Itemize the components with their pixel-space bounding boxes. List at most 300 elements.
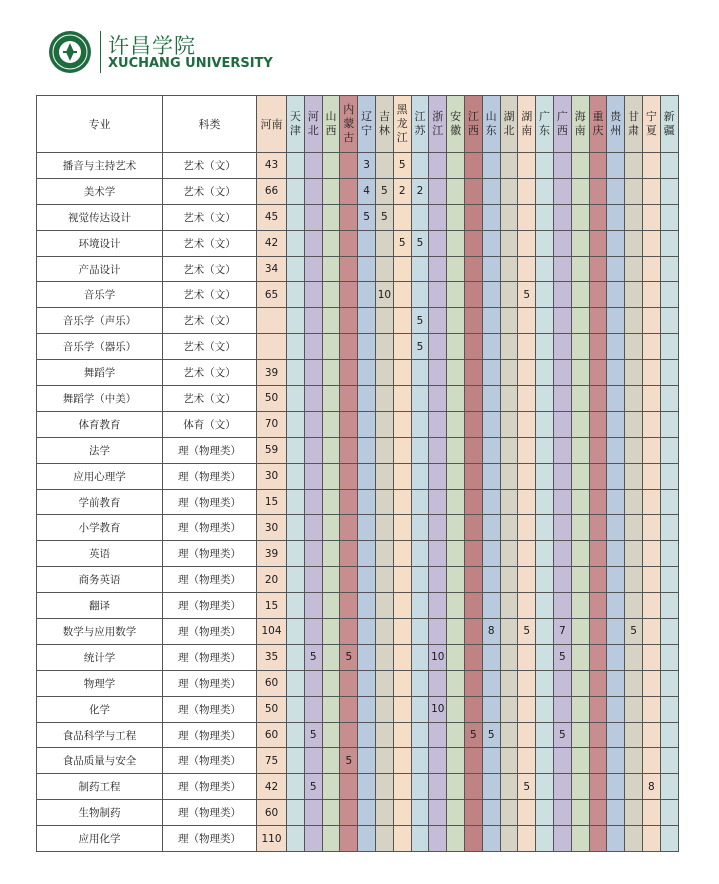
- quota-cell: [322, 800, 340, 826]
- quota-cell: [429, 437, 447, 463]
- quota-cell: [322, 748, 340, 774]
- quota-cell: [607, 463, 625, 489]
- table-row: [37, 360, 679, 386]
- quota-cell: [571, 334, 589, 360]
- quota-cell: [571, 644, 589, 670]
- table-row: [37, 670, 679, 696]
- quota-cell: [358, 256, 376, 282]
- quota-cell: [304, 437, 322, 463]
- quota-cell: [589, 360, 607, 386]
- quota-cell: [375, 774, 393, 800]
- quota-cell: [393, 437, 411, 463]
- quota-cell: [571, 489, 589, 515]
- quota-cell: [536, 670, 554, 696]
- quota-cell: [607, 696, 625, 722]
- quota-cell: [589, 178, 607, 204]
- quota-cell: [536, 826, 554, 852]
- quota-cell: [304, 178, 322, 204]
- quota-cell: [375, 644, 393, 670]
- major-cell: 统计学: [37, 644, 163, 670]
- quota-cell: [642, 230, 660, 256]
- quota-cell: 110: [257, 826, 287, 852]
- quota-cell: [660, 334, 678, 360]
- quota-cell: [340, 619, 358, 645]
- quota-cell: [393, 800, 411, 826]
- quota-cell: [393, 567, 411, 593]
- quota-cell: [287, 696, 305, 722]
- quota-cell: [429, 411, 447, 437]
- quota-cell: 5: [411, 308, 429, 334]
- quota-cell: [287, 800, 305, 826]
- quota-cell: [464, 437, 482, 463]
- quota-cell: [482, 489, 500, 515]
- category-cell: 理（物理类）: [163, 489, 257, 515]
- quota-cell: [287, 230, 305, 256]
- quota-cell: [393, 489, 411, 515]
- header-major: 专业: [37, 96, 163, 153]
- quota-cell: [482, 567, 500, 593]
- quota-cell: [340, 437, 358, 463]
- quota-cell: [589, 696, 607, 722]
- quota-cell: 39: [257, 541, 287, 567]
- quota-cell: [571, 411, 589, 437]
- quota-cell: [340, 204, 358, 230]
- category-cell: 理（物理类）: [163, 826, 257, 852]
- quota-cell: [287, 567, 305, 593]
- quota-cell: [375, 256, 393, 282]
- quota-cell: [607, 748, 625, 774]
- quota-cell: [304, 256, 322, 282]
- quota-cell: [660, 437, 678, 463]
- quota-cell: [500, 230, 518, 256]
- quota-cell: [304, 515, 322, 541]
- quota-cell: 5: [518, 774, 536, 800]
- quota-cell: [660, 515, 678, 541]
- quota-cell: [464, 774, 482, 800]
- quota-cell: [411, 282, 429, 308]
- quota-cell: [358, 437, 376, 463]
- quota-cell: [358, 619, 376, 645]
- quota-cell: 10: [429, 696, 447, 722]
- quota-cell: [411, 593, 429, 619]
- quota-cell: [358, 593, 376, 619]
- quota-cell: [429, 567, 447, 593]
- quota-cell: [607, 178, 625, 204]
- table-row: [37, 800, 679, 826]
- quota-cell: 60: [257, 722, 287, 748]
- quota-cell: [625, 204, 643, 230]
- quota-cell: [553, 696, 571, 722]
- quota-cell: [500, 722, 518, 748]
- quota-cell: [500, 800, 518, 826]
- quota-cell: [625, 360, 643, 386]
- quota-cell: [429, 386, 447, 412]
- quota-cell: [304, 619, 322, 645]
- quota-cell: [393, 644, 411, 670]
- quota-cell: [322, 437, 340, 463]
- header-province: 辽宁: [358, 96, 376, 153]
- quota-cell: [358, 670, 376, 696]
- quota-cell: [464, 256, 482, 282]
- quota-cell: [447, 644, 465, 670]
- quota-cell: [625, 153, 643, 179]
- table-row: [37, 722, 679, 748]
- quota-cell: [429, 230, 447, 256]
- quota-cell: [607, 826, 625, 852]
- quota-cell: [429, 619, 447, 645]
- quota-cell: [625, 411, 643, 437]
- header-province: 山东: [482, 96, 500, 153]
- quota-cell: [393, 774, 411, 800]
- quota-cell: [447, 230, 465, 256]
- major-cell: 应用化学: [37, 826, 163, 852]
- quota-cell: [375, 308, 393, 334]
- quota-cell: [589, 748, 607, 774]
- quota-cell: [375, 748, 393, 774]
- quota-cell: [340, 696, 358, 722]
- quota-cell: [571, 515, 589, 541]
- quota-cell: [536, 696, 554, 722]
- quota-cell: [393, 308, 411, 334]
- quota-cell: [660, 463, 678, 489]
- table-row: [37, 489, 679, 515]
- quota-cell: [607, 541, 625, 567]
- major-cell: 视觉传达设计: [37, 204, 163, 230]
- quota-cell: [500, 567, 518, 593]
- table-row: [37, 567, 679, 593]
- quota-cell: [589, 593, 607, 619]
- quota-cell: [411, 722, 429, 748]
- quota-cell: [322, 567, 340, 593]
- quota-cell: [500, 748, 518, 774]
- major-cell: 小学教育: [37, 515, 163, 541]
- quota-cell: 5: [464, 722, 482, 748]
- quota-cell: [358, 386, 376, 412]
- quota-cell: [625, 670, 643, 696]
- quota-cell: [393, 722, 411, 748]
- quota-cell: [625, 308, 643, 334]
- quota-cell: [589, 800, 607, 826]
- quota-cell: [358, 800, 376, 826]
- quota-cell: [482, 308, 500, 334]
- table-row: [37, 386, 679, 412]
- quota-cell: [358, 360, 376, 386]
- quota-cell: [304, 489, 322, 515]
- quota-cell: [553, 774, 571, 800]
- quota-cell: [429, 178, 447, 204]
- major-cell: 播音与主持艺术: [37, 153, 163, 179]
- quota-cell: [429, 515, 447, 541]
- table-row: [37, 774, 679, 800]
- major-cell: 学前教育: [37, 489, 163, 515]
- quota-cell: [625, 800, 643, 826]
- quota-cell: [447, 204, 465, 230]
- quota-cell: [464, 567, 482, 593]
- category-cell: 理（物理类）: [163, 437, 257, 463]
- quota-cell: [411, 826, 429, 852]
- quota-cell: [536, 722, 554, 748]
- quota-cell: [500, 334, 518, 360]
- quota-cell: [304, 230, 322, 256]
- quota-cell: [518, 386, 536, 412]
- quota-cell: [393, 386, 411, 412]
- quota-cell: [500, 774, 518, 800]
- quota-cell: [625, 178, 643, 204]
- quota-cell: [464, 360, 482, 386]
- quota-cell: [375, 593, 393, 619]
- quota-cell: [536, 437, 554, 463]
- major-cell: 英语: [37, 541, 163, 567]
- quota-cell: [625, 386, 643, 412]
- quota-cell: 42: [257, 230, 287, 256]
- quota-cell: [375, 722, 393, 748]
- table-row: [37, 230, 679, 256]
- quota-cell: 8: [482, 619, 500, 645]
- quota-cell: [429, 541, 447, 567]
- quota-cell: [340, 774, 358, 800]
- quota-cell: [589, 489, 607, 515]
- quota-cell: [429, 826, 447, 852]
- quota-cell: [464, 826, 482, 852]
- quota-cell: [464, 204, 482, 230]
- quota-cell: [464, 308, 482, 334]
- major-cell: 物理学: [37, 670, 163, 696]
- quota-cell: [322, 153, 340, 179]
- quota-cell: [340, 489, 358, 515]
- quota-cell: [571, 463, 589, 489]
- quota-cell: [536, 593, 554, 619]
- category-cell: 理（物理类）: [163, 515, 257, 541]
- quota-cell: [536, 256, 554, 282]
- quota-cell: [607, 670, 625, 696]
- quota-cell: [500, 437, 518, 463]
- quota-cell: [625, 748, 643, 774]
- quota-cell: [464, 411, 482, 437]
- category-cell: 理（物理类）: [163, 593, 257, 619]
- quota-cell: [536, 386, 554, 412]
- quota-cell: 5: [553, 644, 571, 670]
- quota-cell: [304, 334, 322, 360]
- quota-cell: [553, 593, 571, 619]
- quota-cell: [304, 800, 322, 826]
- quota-cell: [625, 644, 643, 670]
- quota-cell: [571, 256, 589, 282]
- quota-cell: [411, 153, 429, 179]
- quota-cell: 70: [257, 411, 287, 437]
- quota-cell: [660, 178, 678, 204]
- quota-cell: [304, 204, 322, 230]
- table-row: [37, 515, 679, 541]
- table-row: [37, 256, 679, 282]
- quota-cell: [500, 541, 518, 567]
- quota-cell: [500, 515, 518, 541]
- quota-cell: [429, 774, 447, 800]
- quota-cell: [642, 670, 660, 696]
- quota-cell: [607, 619, 625, 645]
- quota-cell: [340, 463, 358, 489]
- quota-cell: [447, 153, 465, 179]
- quota-cell: [393, 256, 411, 282]
- quota-cell: [287, 153, 305, 179]
- quota-cell: 2: [411, 178, 429, 204]
- category-cell: 艺术（文）: [163, 178, 257, 204]
- quota-cell: [589, 567, 607, 593]
- quota-cell: [500, 153, 518, 179]
- quota-cell: [607, 593, 625, 619]
- quota-cell: 5: [625, 619, 643, 645]
- quota-cell: [642, 308, 660, 334]
- quota-cell: [553, 567, 571, 593]
- quota-cell: [536, 230, 554, 256]
- quota-cell: [518, 308, 536, 334]
- quota-cell: [642, 360, 660, 386]
- quota-cell: 5: [340, 644, 358, 670]
- category-cell: 理（物理类）: [163, 541, 257, 567]
- header-province: 湖南: [518, 96, 536, 153]
- quota-cell: [447, 178, 465, 204]
- major-cell: 音乐学: [37, 282, 163, 308]
- quota-cell: [287, 334, 305, 360]
- quota-cell: [660, 722, 678, 748]
- quota-cell: [358, 722, 376, 748]
- quota-cell: [589, 774, 607, 800]
- quota-cell: [375, 567, 393, 593]
- quota-cell: [358, 696, 376, 722]
- major-cell: 舞蹈学: [37, 360, 163, 386]
- quota-cell: [518, 644, 536, 670]
- quota-cell: [375, 386, 393, 412]
- quota-cell: [518, 153, 536, 179]
- quota-cell: [500, 178, 518, 204]
- quota-cell: [447, 826, 465, 852]
- category-cell: 艺术（文）: [163, 204, 257, 230]
- quota-cell: [607, 644, 625, 670]
- quota-cell: [287, 670, 305, 696]
- table-row: [37, 696, 679, 722]
- table-row: [37, 204, 679, 230]
- quota-cell: [429, 282, 447, 308]
- quota-cell: [589, 541, 607, 567]
- quota-cell: [642, 153, 660, 179]
- quota-cell: [536, 800, 554, 826]
- quota-cell: [536, 282, 554, 308]
- category-cell: 理（物理类）: [163, 748, 257, 774]
- quota-cell: [447, 489, 465, 515]
- quota-cell: [589, 334, 607, 360]
- quota-cell: [625, 334, 643, 360]
- quota-cell: 20: [257, 567, 287, 593]
- quota-cell: 8: [642, 774, 660, 800]
- quota-cell: [447, 334, 465, 360]
- quota-cell: [518, 256, 536, 282]
- header-province: 湖北: [500, 96, 518, 153]
- quota-cell: 5: [393, 153, 411, 179]
- quota-cell: [642, 619, 660, 645]
- table-row: [37, 619, 679, 645]
- quota-cell: [553, 670, 571, 696]
- quota-cell: [536, 178, 554, 204]
- quota-cell: [553, 282, 571, 308]
- quota-cell: [500, 411, 518, 437]
- quota-cell: [536, 463, 554, 489]
- quota-cell: [589, 386, 607, 412]
- quota-cell: [571, 437, 589, 463]
- header-province: 重庆: [589, 96, 607, 153]
- quota-cell: [536, 567, 554, 593]
- category-cell: 理（物理类）: [163, 722, 257, 748]
- major-cell: 化学: [37, 696, 163, 722]
- category-cell: 理（物理类）: [163, 567, 257, 593]
- quota-cell: [429, 204, 447, 230]
- quota-cell: [571, 593, 589, 619]
- quota-cell: [447, 256, 465, 282]
- quota-cell: [660, 593, 678, 619]
- quota-cell: [660, 153, 678, 179]
- quota-cell: [447, 619, 465, 645]
- enrollment-table: [36, 95, 679, 852]
- quota-cell: [358, 748, 376, 774]
- quota-cell: [322, 593, 340, 619]
- quota-cell: [393, 334, 411, 360]
- quota-cell: [553, 826, 571, 852]
- quota-cell: [464, 800, 482, 826]
- quota-cell: [375, 826, 393, 852]
- quota-cell: [553, 386, 571, 412]
- quota-cell: [322, 826, 340, 852]
- category-cell: 艺术（文）: [163, 282, 257, 308]
- quota-cell: [607, 722, 625, 748]
- quota-cell: [411, 541, 429, 567]
- quota-cell: [287, 411, 305, 437]
- quota-cell: [518, 800, 536, 826]
- quota-cell: [464, 515, 482, 541]
- quota-cell: [447, 696, 465, 722]
- quota-cell: [411, 463, 429, 489]
- quota-cell: 45: [257, 204, 287, 230]
- quota-cell: [589, 826, 607, 852]
- quota-cell: 5: [304, 722, 322, 748]
- quota-cell: [464, 282, 482, 308]
- quota-cell: [500, 282, 518, 308]
- quota-cell: [482, 515, 500, 541]
- quota-cell: [447, 411, 465, 437]
- quota-cell: [411, 696, 429, 722]
- quota-cell: [411, 774, 429, 800]
- quota-cell: [518, 204, 536, 230]
- major-cell: 体育教育: [37, 411, 163, 437]
- quota-cell: [553, 256, 571, 282]
- quota-cell: 5: [340, 748, 358, 774]
- quota-cell: [375, 411, 393, 437]
- quota-cell: [287, 489, 305, 515]
- quota-cell: [518, 437, 536, 463]
- quota-cell: 15: [257, 489, 287, 515]
- quota-cell: [340, 800, 358, 826]
- quota-cell: [625, 541, 643, 567]
- quota-cell: [660, 800, 678, 826]
- quota-cell: [571, 541, 589, 567]
- quota-cell: [257, 308, 287, 334]
- quota-cell: [411, 411, 429, 437]
- quota-cell: [660, 489, 678, 515]
- quota-cell: [625, 437, 643, 463]
- quota-cell: [571, 360, 589, 386]
- quota-cell: [500, 826, 518, 852]
- quota-cell: 5: [553, 722, 571, 748]
- quota-cell: [518, 515, 536, 541]
- quota-cell: [322, 334, 340, 360]
- quota-cell: [536, 489, 554, 515]
